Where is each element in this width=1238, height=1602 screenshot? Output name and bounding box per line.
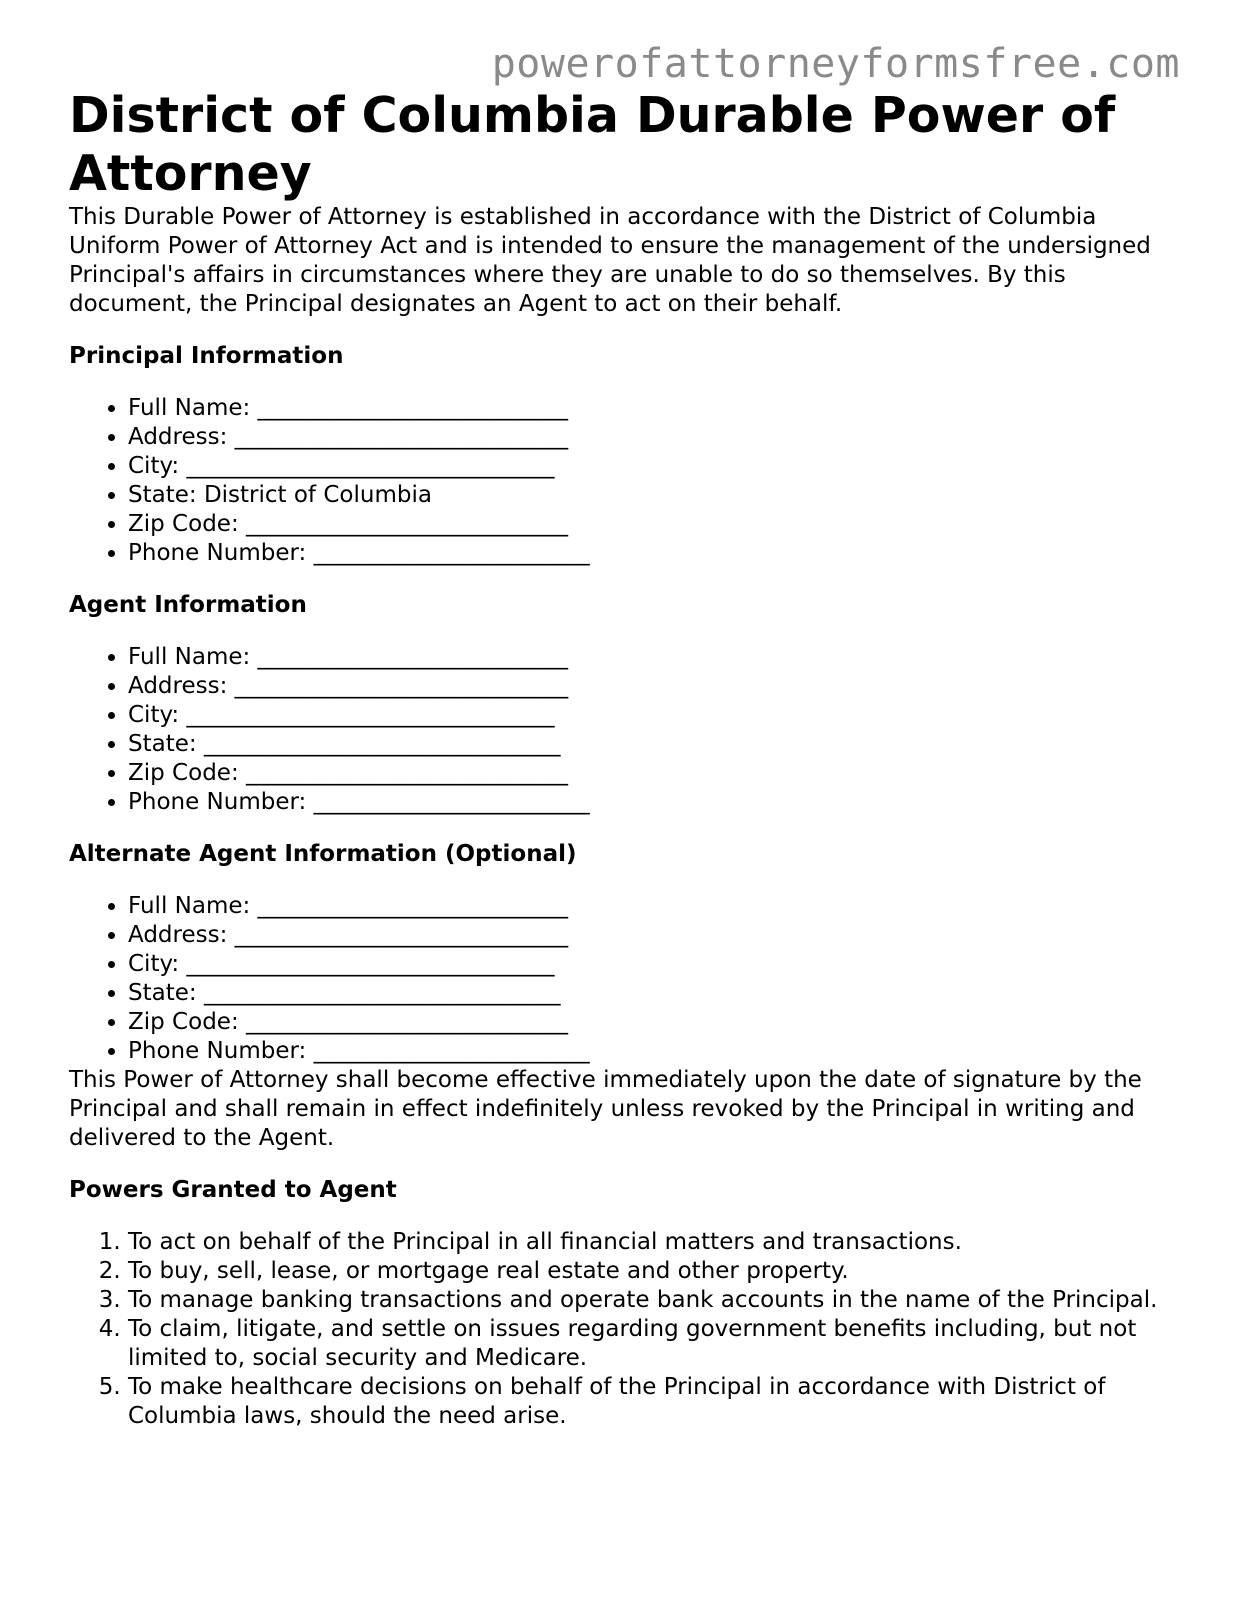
principal-phone-field: • Phone Number: ________________________ bbox=[128, 539, 1179, 568]
document-body bbox=[69, 87, 1179, 1431]
principal-state-field: • State: District of Columbia bbox=[128, 481, 1179, 510]
principal-fields bbox=[69, 394, 1179, 568]
alternate-agent-city-field: • City: ________________________________ bbox=[128, 950, 1179, 979]
agent-heading: Agent Information bbox=[69, 592, 307, 618]
agent-phone-field: • Phone Number: ________________________ bbox=[128, 788, 1179, 817]
agent-state-field: • State: _______________________________ bbox=[128, 730, 1179, 759]
alternate-agent-phone-field: • Phone Number: ________________________ bbox=[128, 1037, 1179, 1066]
intro-paragraph: This Durable Power of Attorney is established in accordance with the District of Columbia Uniform Power of Attorney Act and is intended to ensure the management of the undersigned Principal's affairs in circumstances where they are unable to do so themselves. By this document, the Principal designates an Agent to act on their behalf. bbox=[69, 204, 1151, 317]
watermark: powerofattorneyformsfree.com bbox=[491, 41, 1180, 87]
power-item: 4. To claim, litigate, and settle on issues regarding government benefits including, but not limited to, social security and Medicare. bbox=[128, 1315, 1179, 1373]
power-item: 1. To act on behalf of the Principal in all financial matters and transactions. bbox=[128, 1228, 1179, 1257]
power-item: 3. To manage banking transactions and operate bank accounts in the name of the Principal. bbox=[128, 1286, 1179, 1315]
power-item: 5. To make healthcare decisions on behalf of the Principal in accordance with District of Columbia laws, should the need arise. bbox=[128, 1373, 1179, 1431]
powers-heading: Powers Granted to Agent bbox=[69, 1177, 397, 1203]
document-title: District of Columbia Durable Power of Attorney bbox=[69, 87, 1116, 202]
agent-address-field: • Address: _____________________________ bbox=[128, 672, 1179, 701]
alternate-agent-zip-field: • Zip Code: ____________________________ bbox=[128, 1008, 1179, 1037]
alternate-agent-address-field: • Address: _____________________________ bbox=[128, 921, 1179, 950]
alternate-agent-full-name-field: • Full Name: ___________________________ bbox=[128, 892, 1179, 921]
agent-fields bbox=[69, 643, 1179, 817]
principal-zip-field: • Zip Code: ____________________________ bbox=[128, 510, 1179, 539]
alternate-agent-heading: Alternate Agent Information (Optional) bbox=[69, 841, 577, 867]
power-item: 2. To buy, sell, lease, or mortgage real estate and other property. bbox=[128, 1257, 1179, 1286]
alternate-agent-state-field: • State: _______________________________ bbox=[128, 979, 1179, 1008]
principal-address-field: • Address: _____________________________ bbox=[128, 423, 1179, 452]
agent-zip-field: • Zip Code: ____________________________ bbox=[128, 759, 1179, 788]
principal-heading: Principal Information bbox=[69, 343, 344, 369]
agent-full-name-field: • Full Name: ___________________________ bbox=[128, 643, 1179, 672]
principal-city-field: • City: ________________________________ bbox=[128, 452, 1179, 481]
alternate-agent-fields bbox=[69, 892, 1179, 1066]
effective-paragraph: This Power of Attorney shall become effective immediately upon the date of signature by the Principal and shall remain in effect indefinitely unless revoked by the Principal in writing and delivered to the Agent. bbox=[69, 1067, 1142, 1151]
agent-city-field: • City: ________________________________ bbox=[128, 701, 1179, 730]
powers-list bbox=[69, 1228, 1179, 1431]
principal-full-name-field: • Full Name: ___________________________ bbox=[128, 394, 1179, 423]
